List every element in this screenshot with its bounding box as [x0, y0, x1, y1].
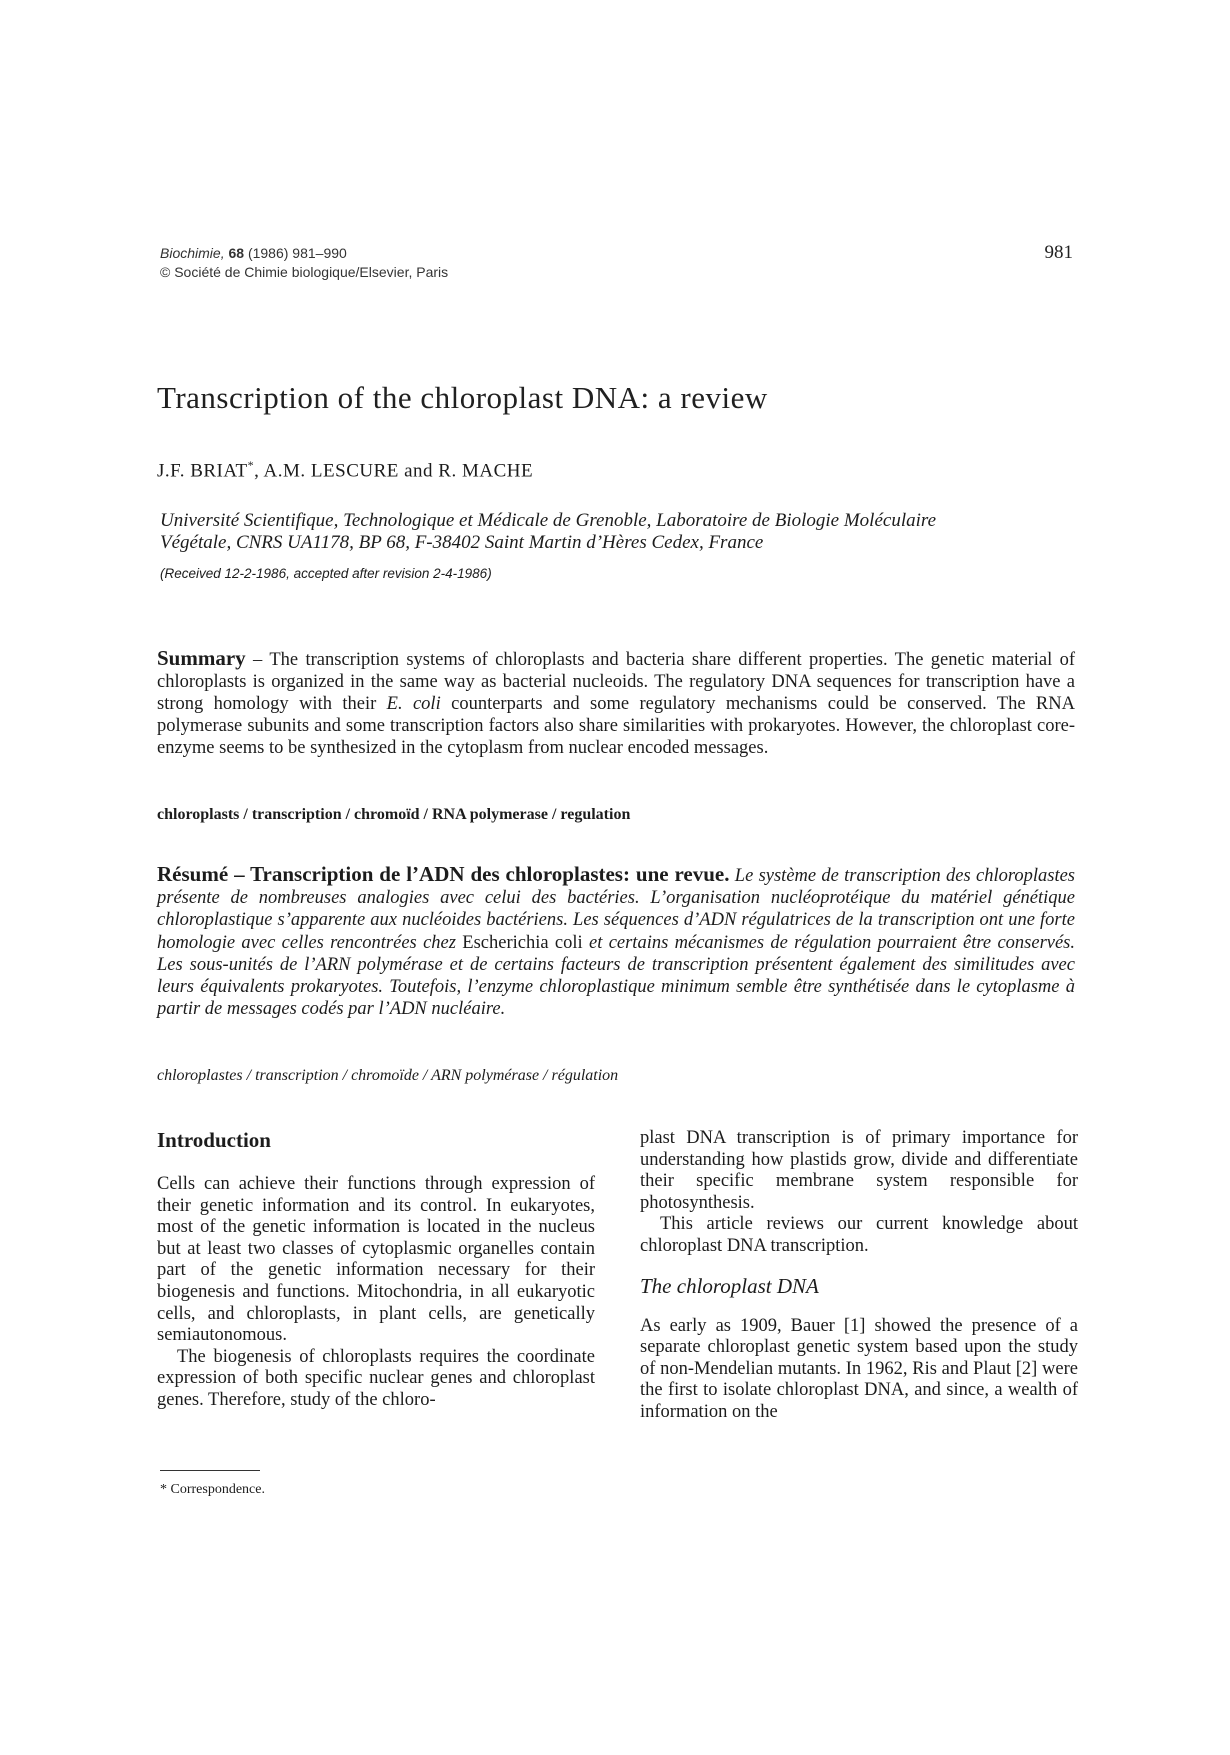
- resume-text-2: et certains mécanismes de régulation pourraient être conservés. Les sous-unités de l’ARN polymérase et de certains facteurs de transcription présentent également des similitudes avec leurs équivalents prokaryotes. Toutefois, l’enzyme chloroplastique minimum semble être synthétisée dans le cytoplasme à partir de messages codés par l’ADN nucléaire.: [157, 932, 1076, 1020]
- summary-text-1: – The transcription systems of chloroplasts and bacteria share different properties. The genetic material of chloroplasts is organized in the same way as bacterial nucleoids. The regulatory DNA sequences for transcription have a strong homology with their: [157, 650, 1075, 714]
- summary-heading: Summary: [157, 646, 246, 670]
- journal-citation: [160, 244, 448, 282]
- page-number: 981: [1044, 242, 1073, 263]
- copyright-line: © Société de Chimie biologique/Elsevier, Paris: [160, 264, 449, 280]
- introduction-paragraph-3: This article reviews our current knowledge about chloroplast DNA transcription.: [640, 1214, 1078, 1256]
- article-title: Transcription of the chloroplast DNA: a review: [157, 380, 768, 415]
- affiliation-line-2: Végétale, CNRS UA1178, BP 68, F-38402 Saint Martin d’Hères Cedex, France: [160, 532, 764, 553]
- journal-pages: (1986) 981–990: [244, 245, 347, 261]
- summary-text-italic: E. coli: [386, 694, 441, 714]
- journal-volume: 68: [228, 245, 245, 261]
- correspondence-marker: *: [247, 458, 255, 472]
- chloroplast-dna-paragraph-1: As early as 1909, Bauer [1] showed the presence of a separate chloroplast genetic system based upon the study of non-Mendelian mutants. In 1962, Ris and Plaut [2] were the first to isolate chloroplast DNA, and since, a wealth of information on the: [640, 1315, 1078, 1422]
- affiliation: [160, 510, 1080, 554]
- chloroplast-dna-heading: The chloroplast DNA: [640, 1273, 819, 1298]
- summary-abstract: [157, 647, 1075, 759]
- summary-text-2: counterparts and some regulatory mechanisms could be conserved. The RNA polymerase subunits and some transcription factors also share similarities with prokaryotes. However, the chloroplast core-enzyme seems to be synthesized in the cytoplasm from nuclear encoded messages.: [157, 694, 1075, 758]
- resume-text-1: Le système de transcription des chloroplastes présente de nombreuses analogies avec celui des bactéries. L’organisation nucléoprotéique du matériel génétique chloroplastique s’apparente aux nucléoides bactériens. Les séquences d’ADN régulatrices de la transcription ont une forte homologie avec celles rencontrées chez: [157, 866, 1076, 953]
- keywords: chloroplasts / transcription / chromoïd / RNA polymerase / regulation: [157, 806, 631, 823]
- footnote-rule: [160, 1470, 260, 1471]
- body-column-right: [640, 1128, 1078, 1424]
- author-list: [157, 458, 533, 482]
- introduction-paragraph-1: Cells can achieve their functions through expression of their genetic information and its control. In eukaryotes, most of the genetic information is located in the nucleus but at least two classes of cytoplasmic organelles contain part of the genetic information necessary for their biogenesis and functions. Mitochondria, in all eukaryotic cells, and chloroplasts, in plant cells, are genetically semiautonomous.: [157, 1174, 595, 1346]
- affiliation-line-1: Université Scientifique, Technologique et Médicale de Grenoble, Laboratoire de Biologie Moléculaire: [160, 510, 937, 531]
- footnote: * Correspondence.: [160, 1482, 265, 1497]
- resume-text-species: Escherichia coli: [462, 932, 583, 953]
- author-first: J.F. BRIAT: [157, 460, 248, 482]
- body-column-left: [157, 1128, 595, 1412]
- journal-name: Biochimie,: [160, 245, 225, 261]
- introduction-paragraph-2-continued: plast DNA transcription is of primary importance for understanding how plastids grow, divide and differentiate their specific membrane system responsible for photosynthesis.: [640, 1128, 1078, 1213]
- received-dates: (Received 12-2-1986, accepted after revision 2-4-1986): [160, 566, 492, 581]
- author-rest: , A.M. LESCURE and R. MACHE: [254, 460, 534, 482]
- introduction-paragraph-2: The biogenesis of chloroplasts requires the coordinate expression of both specific nuclear genes and chloroplast genes. Therefore, study of the chloro-: [157, 1346, 595, 1410]
- mots-cles: chloroplastes / transcription / chromoïde / ARN polymérase / régulation: [157, 1067, 619, 1084]
- resume-abstract: [157, 863, 1075, 1020]
- journal-line: [160, 244, 448, 263]
- resume-heading: Résumé – Transcription de l’ADN des chloroplastes: une revue.: [157, 862, 730, 886]
- introduction-heading: Introduction: [157, 1128, 271, 1152]
